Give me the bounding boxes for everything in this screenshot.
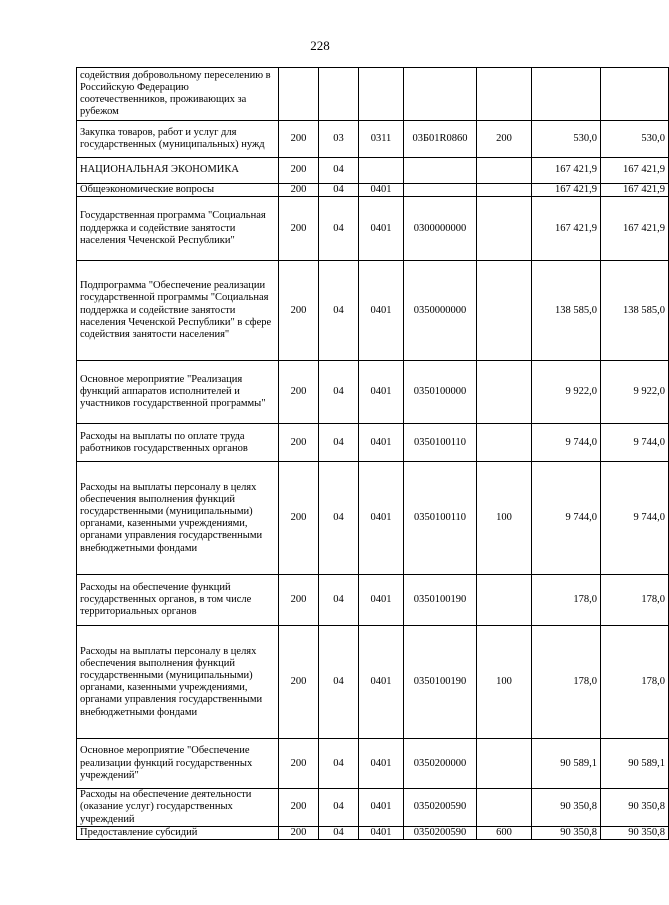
table-body [77,68,669,840]
expense-type-cell [477,158,532,184]
amount-cell: 9 922,0 [532,361,601,424]
grbs-cell: 200 [279,197,319,261]
section-cell: 03 [319,121,359,158]
section-cell: 04 [319,197,359,261]
subsection-cell: 0401 [359,424,404,462]
target-article-cell [404,184,477,197]
section-cell: 04 [319,739,359,789]
section-cell: 04 [319,261,359,361]
amount-cell-2: 167 421,9 [601,197,669,261]
row-name-cell: Расходы на выплаты персоналу в целях обеспечения выполнения функций государственными (муниципальными) органами, казенными учреждениями, органами управления государственными внебюджетными фондами [77,626,279,739]
section-cell: 04 [319,462,359,575]
row-name-cell: Подпрограмма "Обеспечение реализации государственной программы "Социальная поддержка и содействие занятости населения Чеченской Республики" в сфере содействия занятости населения" [77,261,279,361]
expense-type-cell [477,424,532,462]
table-row [77,68,669,121]
section-cell: 04 [319,158,359,184]
row-name-cell: Основное мероприятие "Обеспечение реализации функций государственных учреждений" [77,739,279,789]
expense-type-cell: 100 [477,626,532,739]
target-article-cell [404,158,477,184]
expense-type-cell [477,261,532,361]
grbs-cell: 200 [279,424,319,462]
target-article-cell: 0350100190 [404,626,477,739]
expense-type-cell [477,789,532,827]
row-name-cell: Закупка товаров, работ и услуг для государственных (муниципальных) нужд [77,121,279,158]
expense-type-cell: 100 [477,462,532,575]
row-name-cell: Предоставление субсидий [77,826,279,839]
target-article-cell: 0350200590 [404,826,477,839]
table-row [77,197,669,261]
amount-cell-2: 138 585,0 [601,261,669,361]
amount-cell: 178,0 [532,626,601,739]
amount-cell-2: 90 350,8 [601,826,669,839]
expense-type-cell [477,197,532,261]
grbs-cell: 200 [279,462,319,575]
grbs-cell: 200 [279,361,319,424]
subsection-cell: 0401 [359,789,404,827]
section-cell: 04 [319,424,359,462]
expense-type-cell [477,361,532,424]
amount-cell-2: 90 589,1 [601,739,669,789]
table-row [77,739,669,789]
subsection-cell: 0401 [359,626,404,739]
grbs-cell: 200 [279,826,319,839]
subsection-cell: 0401 [359,261,404,361]
section-cell: 04 [319,361,359,424]
amount-cell: 90 589,1 [532,739,601,789]
section-cell: 04 [319,826,359,839]
row-name-cell: НАЦИОНАЛЬНАЯ ЭКОНОМИКА [77,158,279,184]
target-article-cell: 0300000000 [404,197,477,261]
target-article-cell: 0350200000 [404,739,477,789]
table-row [77,121,669,158]
grbs-cell: 200 [279,184,319,197]
amount-cell: 90 350,8 [532,789,601,827]
row-name-cell: Расходы на выплаты по оплате труда работников государственных органов [77,424,279,462]
table-row [77,158,669,184]
amount-cell: 178,0 [532,575,601,626]
subsection-cell: 0401 [359,739,404,789]
amount-cell-2: 9 744,0 [601,424,669,462]
subsection-cell: 0401 [359,575,404,626]
grbs-cell: 200 [279,575,319,626]
grbs-cell: 200 [279,261,319,361]
expense-type-cell: 600 [477,826,532,839]
target-article-cell: 0350000000 [404,261,477,361]
target-article-cell: 0350100110 [404,424,477,462]
row-name-cell: Расходы на обеспечение функций государственных органов, в том числе территориальных органов [77,575,279,626]
target-article-cell: 0350100110 [404,462,477,575]
table-row [77,361,669,424]
amount-cell [532,68,601,121]
target-article-cell [404,68,477,121]
amount-cell-2: 9 922,0 [601,361,669,424]
amount-cell-2: 530,0 [601,121,669,158]
row-name-cell: Основное мероприятие "Реализация функций аппаратов исполнителей и участников государственной программы" [77,361,279,424]
target-article-cell: 0350200590 [404,789,477,827]
row-name-cell: Расходы на обеспечение деятельности (оказание услуг) государственных учреждений [77,789,279,827]
section-cell: 04 [319,626,359,739]
grbs-cell [279,68,319,121]
table-row [77,261,669,361]
amount-cell: 9 744,0 [532,424,601,462]
amount-cell-2: 178,0 [601,575,669,626]
row-name-cell: Общеэкономические вопросы [77,184,279,197]
subsection-cell: 0401 [359,361,404,424]
table-row [77,575,669,626]
amount-cell: 9 744,0 [532,462,601,575]
table-row [77,184,669,197]
grbs-cell: 200 [279,121,319,158]
amount-cell-2 [601,68,669,121]
grbs-cell: 200 [279,739,319,789]
row-name-cell: Государственная программа "Социальная поддержка и содействие занятости населения Чеченской Республики" [77,197,279,261]
expense-type-cell [477,184,532,197]
section-cell: 04 [319,575,359,626]
subsection-cell [359,158,404,184]
target-article-cell: 03Б01R0860 [404,121,477,158]
expense-type-cell [477,739,532,789]
amount-cell-2: 9 744,0 [601,462,669,575]
expense-type-cell: 200 [477,121,532,158]
amount-cell-2: 167 421,9 [601,184,669,197]
amount-cell: 167 421,9 [532,184,601,197]
subsection-cell: 0401 [359,826,404,839]
grbs-cell: 200 [279,158,319,184]
expense-type-cell [477,575,532,626]
section-cell: 04 [319,789,359,827]
subsection-cell: 0401 [359,197,404,261]
subsection-cell [359,68,404,121]
row-name-cell: Расходы на выплаты персоналу в целях обеспечения выполнения функций государственными (муниципальными) органами, казенными учреждениями, органами управления государственными внебюджетными фондами [77,462,279,575]
amount-cell: 90 350,8 [532,826,601,839]
amount-cell: 530,0 [532,121,601,158]
amount-cell: 167 421,9 [532,158,601,184]
section-cell [319,68,359,121]
amount-cell-2: 167 421,9 [601,158,669,184]
section-cell: 04 [319,184,359,197]
subsection-cell: 0401 [359,462,404,575]
amount-cell: 167 421,9 [532,197,601,261]
table-row [77,424,669,462]
table-row [77,462,669,575]
target-article-cell: 0350100190 [404,575,477,626]
amount-cell-2: 90 350,8 [601,789,669,827]
table-row [77,826,669,839]
grbs-cell: 200 [279,626,319,739]
subsection-cell: 0311 [359,121,404,158]
expense-type-cell [477,68,532,121]
row-name-cell: содействия добровольному переселению в Российскую Федерацию соотечественников, проживающих за рубежом [77,68,279,121]
table-row [77,626,669,739]
budget-table [76,67,669,840]
table-row [77,789,669,827]
target-article-cell: 0350100000 [404,361,477,424]
subsection-cell: 0401 [359,184,404,197]
amount-cell: 138 585,0 [532,261,601,361]
amount-cell-2: 178,0 [601,626,669,739]
grbs-cell: 200 [279,789,319,827]
page-number: 228 [310,38,330,53]
